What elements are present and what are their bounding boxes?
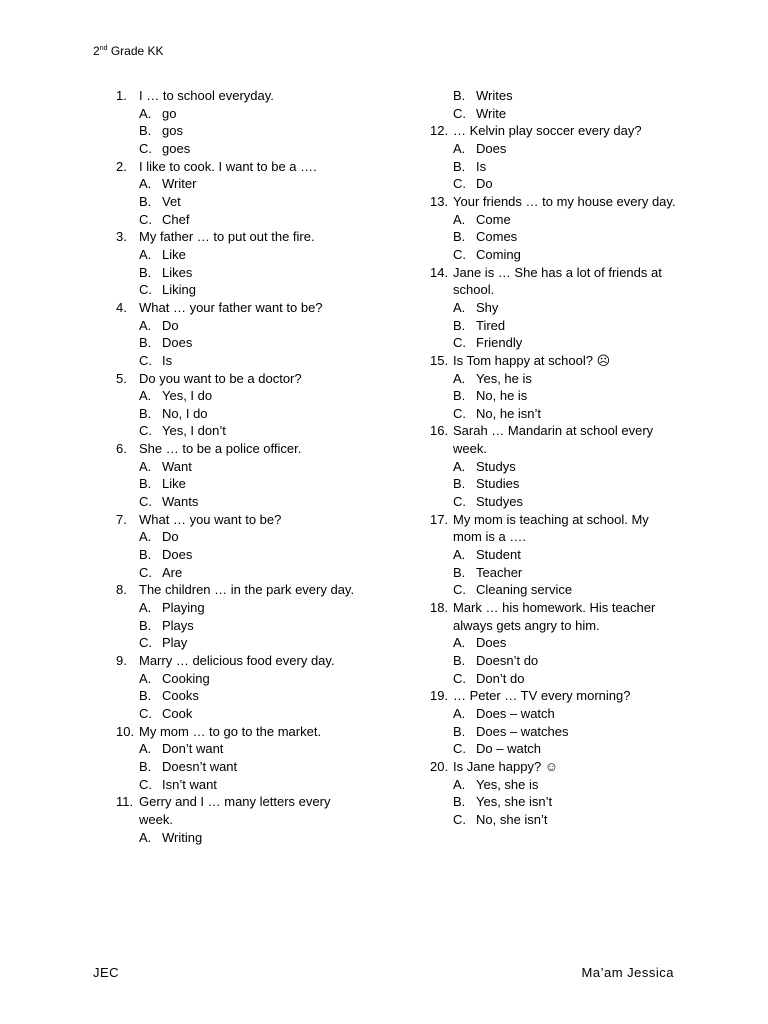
option-text: Friendly	[476, 335, 523, 351]
question-line	[430, 758, 730, 776]
question-text: Is Tom happy at school? ☹	[453, 352, 611, 368]
option-letter: B.	[139, 547, 152, 563]
question-number: 12.	[430, 123, 449, 139]
answer-option	[116, 281, 416, 299]
question-line	[116, 581, 416, 599]
question-line	[430, 264, 730, 299]
option-text: Cook	[162, 705, 193, 721]
answer-option	[116, 105, 416, 123]
option-letter: C.	[453, 582, 466, 598]
option-letter: A.	[453, 370, 466, 386]
option-text: Do	[162, 317, 179, 333]
answer-option	[430, 493, 730, 511]
answer-option	[430, 211, 730, 229]
option-text: Want	[162, 458, 192, 474]
option-text: Yes, she isn’t	[476, 794, 553, 810]
question-item	[116, 440, 416, 511]
option-text: Don’t want	[162, 741, 224, 757]
answer-option	[430, 546, 730, 564]
option-text: No, he is	[476, 388, 528, 404]
footer-right: Ma’am Jessica	[581, 965, 674, 980]
option-text: Does	[476, 635, 507, 651]
option-text: No, I do	[162, 405, 208, 421]
option-letter: B.	[139, 476, 152, 492]
answer-option	[116, 758, 416, 776]
option-letter: B.	[139, 264, 152, 280]
question-item	[116, 581, 416, 652]
option-text: Isn’t want	[162, 776, 217, 792]
answer-option	[116, 705, 416, 723]
option-text: Studyes	[476, 494, 523, 510]
option-letter: B.	[139, 405, 152, 421]
question-text: Do you want to be a doctor?	[139, 370, 302, 386]
option-letter: C.	[453, 335, 466, 351]
option-letter: B.	[453, 723, 466, 739]
option-letter: C.	[453, 741, 466, 757]
option-letter: B.	[139, 193, 152, 209]
question-number: 11.	[116, 794, 134, 810]
answer-option	[430, 405, 730, 423]
option-text: Yes, I don’t	[162, 423, 226, 439]
option-text: Play	[162, 635, 188, 651]
question-line	[116, 793, 416, 828]
question-line	[430, 352, 730, 370]
question-number: 18.	[430, 600, 449, 616]
answer-option	[430, 458, 730, 476]
option-letter: C.	[139, 211, 152, 227]
option-text: Like	[162, 246, 186, 262]
question-text: My mom … to go to the market.	[139, 723, 322, 739]
answer-option	[116, 687, 416, 705]
option-text: Write	[476, 105, 507, 121]
answer-option	[116, 475, 416, 493]
question-item	[430, 758, 730, 829]
question-number: 1.	[116, 88, 127, 103]
option-text: Does	[162, 335, 193, 351]
option-text: Cleaning service	[476, 582, 573, 598]
option-text: Playing	[162, 600, 205, 616]
answer-option	[430, 564, 730, 582]
option-letter: B.	[453, 317, 466, 333]
answer-option	[116, 564, 416, 582]
question-line	[116, 370, 416, 388]
option-text: Does – watches	[476, 723, 569, 739]
question-item	[430, 264, 730, 352]
grade-number: 2	[93, 44, 100, 58]
answer-option	[116, 599, 416, 617]
page-header	[93, 43, 164, 59]
answer-option	[116, 528, 416, 546]
option-letter: C.	[453, 811, 466, 827]
question-number: 19.	[430, 688, 449, 704]
answer-option	[116, 546, 416, 564]
option-text: Is	[476, 158, 487, 174]
option-letter: C.	[453, 405, 466, 421]
question-line	[430, 511, 730, 546]
option-letter: C.	[139, 564, 152, 580]
option-letter: C.	[453, 670, 466, 686]
option-text: Wants	[162, 494, 199, 510]
question-line	[116, 158, 416, 176]
option-text: Come	[476, 211, 511, 227]
answer-option	[116, 740, 416, 758]
question-text: My mom is teaching at school. My mom is a ….	[453, 511, 649, 545]
option-letter: B.	[139, 688, 152, 704]
option-text: Writing	[162, 829, 203, 845]
option-text: Does	[162, 547, 193, 563]
option-letter: A.	[453, 211, 466, 227]
option-letter: C.	[139, 494, 152, 510]
option-text: Studys	[476, 458, 516, 474]
option-letter: A.	[139, 246, 152, 262]
option-letter: B.	[453, 794, 466, 810]
option-text: Yes, she is	[476, 776, 539, 792]
option-text: Doesn’t do	[476, 653, 539, 668]
option-letter: A.	[453, 705, 466, 721]
answer-option	[430, 87, 730, 105]
question-item	[116, 158, 416, 229]
answer-option	[116, 829, 416, 847]
answer-option	[430, 705, 730, 723]
option-letter: A.	[453, 299, 466, 315]
option-text: go	[162, 105, 177, 121]
option-text: Yes, he is	[476, 370, 532, 386]
question-text: What … you want to be?	[139, 511, 282, 527]
answer-option	[116, 617, 416, 635]
answer-option	[116, 458, 416, 476]
option-letter: A.	[453, 458, 466, 474]
footer-left: JEC	[93, 965, 120, 980]
option-letter: B.	[139, 617, 152, 633]
answer-option	[430, 776, 730, 794]
answer-option	[430, 723, 730, 741]
option-letter: A.	[139, 388, 152, 404]
answer-option	[430, 793, 730, 811]
question-text: I like to cook. I want to be a ….	[139, 158, 317, 174]
question-item	[430, 193, 730, 264]
question-text: Jane is … She has a lot of friends at school.	[453, 264, 662, 298]
answer-option	[430, 475, 730, 493]
option-letter: A.	[139, 105, 152, 121]
question-number: 14.	[430, 264, 449, 280]
question-number: 4.	[116, 299, 127, 315]
question-number: 10.	[116, 723, 135, 739]
answer-option	[116, 140, 416, 158]
answer-option	[116, 405, 416, 423]
option-letter: A.	[139, 600, 152, 616]
question-number: 2.	[116, 158, 127, 174]
question-line	[430, 422, 730, 457]
answer-option	[116, 776, 416, 794]
option-text: Doesn’t want	[162, 758, 238, 774]
option-text: Does – watch	[476, 705, 555, 721]
right-question-column	[430, 87, 730, 829]
question-number: 16.	[430, 423, 449, 439]
answer-option	[116, 246, 416, 264]
question-line	[116, 652, 416, 670]
question-continuation	[430, 87, 730, 122]
question-line	[116, 511, 416, 529]
option-letter: B.	[453, 476, 466, 492]
option-text: Likes	[162, 264, 193, 280]
question-text: What … your father want to be?	[139, 299, 323, 315]
option-letter: B.	[453, 88, 466, 103]
question-item	[430, 422, 730, 510]
option-letter: C.	[139, 352, 152, 368]
option-text: Writer	[162, 176, 197, 192]
option-letter: C.	[139, 282, 152, 298]
option-text: Shy	[476, 299, 499, 315]
option-letter: C.	[453, 246, 466, 262]
option-text: goes	[162, 140, 191, 156]
option-text: Yes, I do	[162, 388, 213, 404]
option-letter: A.	[139, 741, 152, 757]
question-text: Sarah … Mandarin at school every week.	[453, 423, 654, 457]
option-text: Are	[162, 564, 183, 580]
option-text: Student	[476, 547, 521, 563]
question-number: 5.	[116, 370, 127, 386]
option-letter: C.	[139, 140, 152, 156]
option-text: Plays	[162, 617, 194, 633]
option-letter: B.	[453, 229, 466, 245]
option-letter: C.	[453, 176, 466, 192]
answer-option	[116, 193, 416, 211]
answer-option	[116, 493, 416, 511]
answer-option	[430, 370, 730, 388]
option-letter: B.	[139, 758, 152, 774]
option-letter: B.	[139, 123, 152, 139]
question-text: … Peter … TV every morning?	[453, 688, 631, 704]
answer-option	[116, 387, 416, 405]
option-text: Cooking	[162, 670, 210, 686]
left-question-column	[116, 87, 416, 846]
answer-option	[430, 158, 730, 176]
option-letter: A.	[139, 317, 152, 333]
answer-option	[116, 122, 416, 140]
question-item	[430, 599, 730, 687]
option-letter: A.	[453, 635, 466, 651]
answer-option	[116, 422, 416, 440]
question-text: My father … to put out the fire.	[139, 229, 315, 245]
option-letter: A.	[453, 776, 466, 792]
option-letter: A.	[139, 670, 152, 686]
option-text: Do – watch	[476, 741, 542, 757]
grade-label: Grade KK	[107, 44, 164, 58]
answer-option	[116, 317, 416, 335]
answer-option	[430, 811, 730, 829]
option-text: Comes	[476, 229, 518, 245]
option-letter: C.	[453, 494, 466, 510]
option-text: Cooks	[162, 688, 199, 704]
answer-option	[430, 228, 730, 246]
option-text: Writes	[476, 88, 513, 103]
option-text: Teacher	[476, 564, 523, 580]
option-letter: A.	[139, 458, 152, 474]
question-line	[430, 193, 730, 211]
question-item	[116, 793, 416, 846]
option-letter: B.	[453, 158, 466, 174]
option-text: Do	[162, 529, 179, 545]
question-line	[430, 687, 730, 705]
question-number: 15.	[430, 352, 449, 368]
question-item	[116, 723, 416, 794]
question-line	[116, 87, 416, 105]
answer-option	[116, 175, 416, 193]
option-text: Does	[476, 140, 507, 156]
question-number: 9.	[116, 653, 127, 668]
option-text: Studies	[476, 476, 520, 492]
question-text: Gerry and I … many letters every week.	[139, 794, 331, 827]
question-item	[430, 122, 730, 193]
option-text: Tired	[476, 317, 506, 333]
option-letter: A.	[453, 547, 466, 563]
question-number: 20.	[430, 758, 449, 774]
option-letter: B.	[453, 388, 466, 404]
question-number: 13.	[430, 193, 449, 209]
question-item	[430, 687, 730, 758]
answer-option	[116, 352, 416, 370]
option-letter: C.	[139, 776, 152, 792]
question-number: 7.	[116, 511, 127, 527]
option-letter: C.	[139, 705, 152, 721]
question-item	[116, 299, 416, 370]
option-text: Coming	[476, 246, 521, 262]
option-text: Like	[162, 476, 186, 492]
answer-option	[430, 334, 730, 352]
option-letter: A.	[139, 829, 152, 845]
question-text: Marry … delicious food every day.	[139, 653, 335, 668]
question-number: 17.	[430, 511, 449, 527]
option-text: gos	[162, 123, 183, 139]
option-letter: C.	[453, 105, 466, 121]
question-text: … Kelvin play soccer every day?	[453, 123, 642, 139]
question-item	[116, 652, 416, 723]
question-text: Is Jane happy? ☺	[453, 758, 559, 774]
option-letter: B.	[453, 564, 466, 580]
option-letter: B.	[453, 653, 466, 668]
option-text: No, he isn’t	[476, 405, 542, 421]
answer-option	[116, 211, 416, 229]
answer-option	[116, 670, 416, 688]
answer-option	[430, 740, 730, 758]
question-text: The children … in the park every day.	[139, 582, 355, 598]
question-number: 6.	[116, 441, 127, 457]
answer-option	[430, 652, 730, 670]
option-text: Don’t do	[476, 670, 525, 686]
question-item	[430, 352, 730, 423]
question-number: 8.	[116, 582, 127, 598]
question-line	[116, 440, 416, 458]
option-letter: B.	[139, 335, 152, 351]
answer-option	[430, 175, 730, 193]
answer-option	[430, 634, 730, 652]
question-text: Your friends … to my house every day.	[453, 193, 676, 209]
answer-option	[430, 246, 730, 264]
option-letter: A.	[139, 176, 152, 192]
answer-option	[430, 581, 730, 599]
question-item	[116, 87, 416, 158]
question-text: I … to school everyday.	[139, 88, 274, 103]
question-item	[116, 370, 416, 441]
option-text: Chef	[162, 211, 190, 227]
question-line	[430, 122, 730, 140]
answer-option	[430, 670, 730, 688]
answer-option	[430, 140, 730, 158]
question-item	[116, 228, 416, 299]
question-line	[430, 599, 730, 634]
option-text: Vet	[162, 193, 181, 209]
question-line	[116, 723, 416, 741]
question-text: Mark … his homework. His teacher always gets angry to him.	[453, 600, 656, 633]
option-text: Liking	[162, 282, 196, 298]
question-text: She … to be a police officer.	[139, 441, 302, 457]
answer-option	[430, 299, 730, 317]
question-item	[430, 511, 730, 599]
question-line	[116, 299, 416, 317]
question-number: 3.	[116, 229, 127, 245]
question-line	[116, 228, 416, 246]
answer-option	[116, 264, 416, 282]
answer-option	[430, 105, 730, 123]
option-letter: A.	[453, 140, 466, 156]
answer-option	[430, 387, 730, 405]
option-letter: A.	[139, 529, 152, 545]
option-letter: C.	[139, 423, 152, 439]
option-text: No, she isn’t	[476, 811, 548, 827]
option-text: Is	[162, 352, 173, 368]
answer-option	[116, 634, 416, 652]
answer-option	[116, 334, 416, 352]
option-text: Do	[476, 176, 493, 192]
option-letter: C.	[139, 635, 152, 651]
answer-option	[430, 317, 730, 335]
grade-superscript: nd	[99, 45, 108, 52]
question-item	[116, 511, 416, 582]
